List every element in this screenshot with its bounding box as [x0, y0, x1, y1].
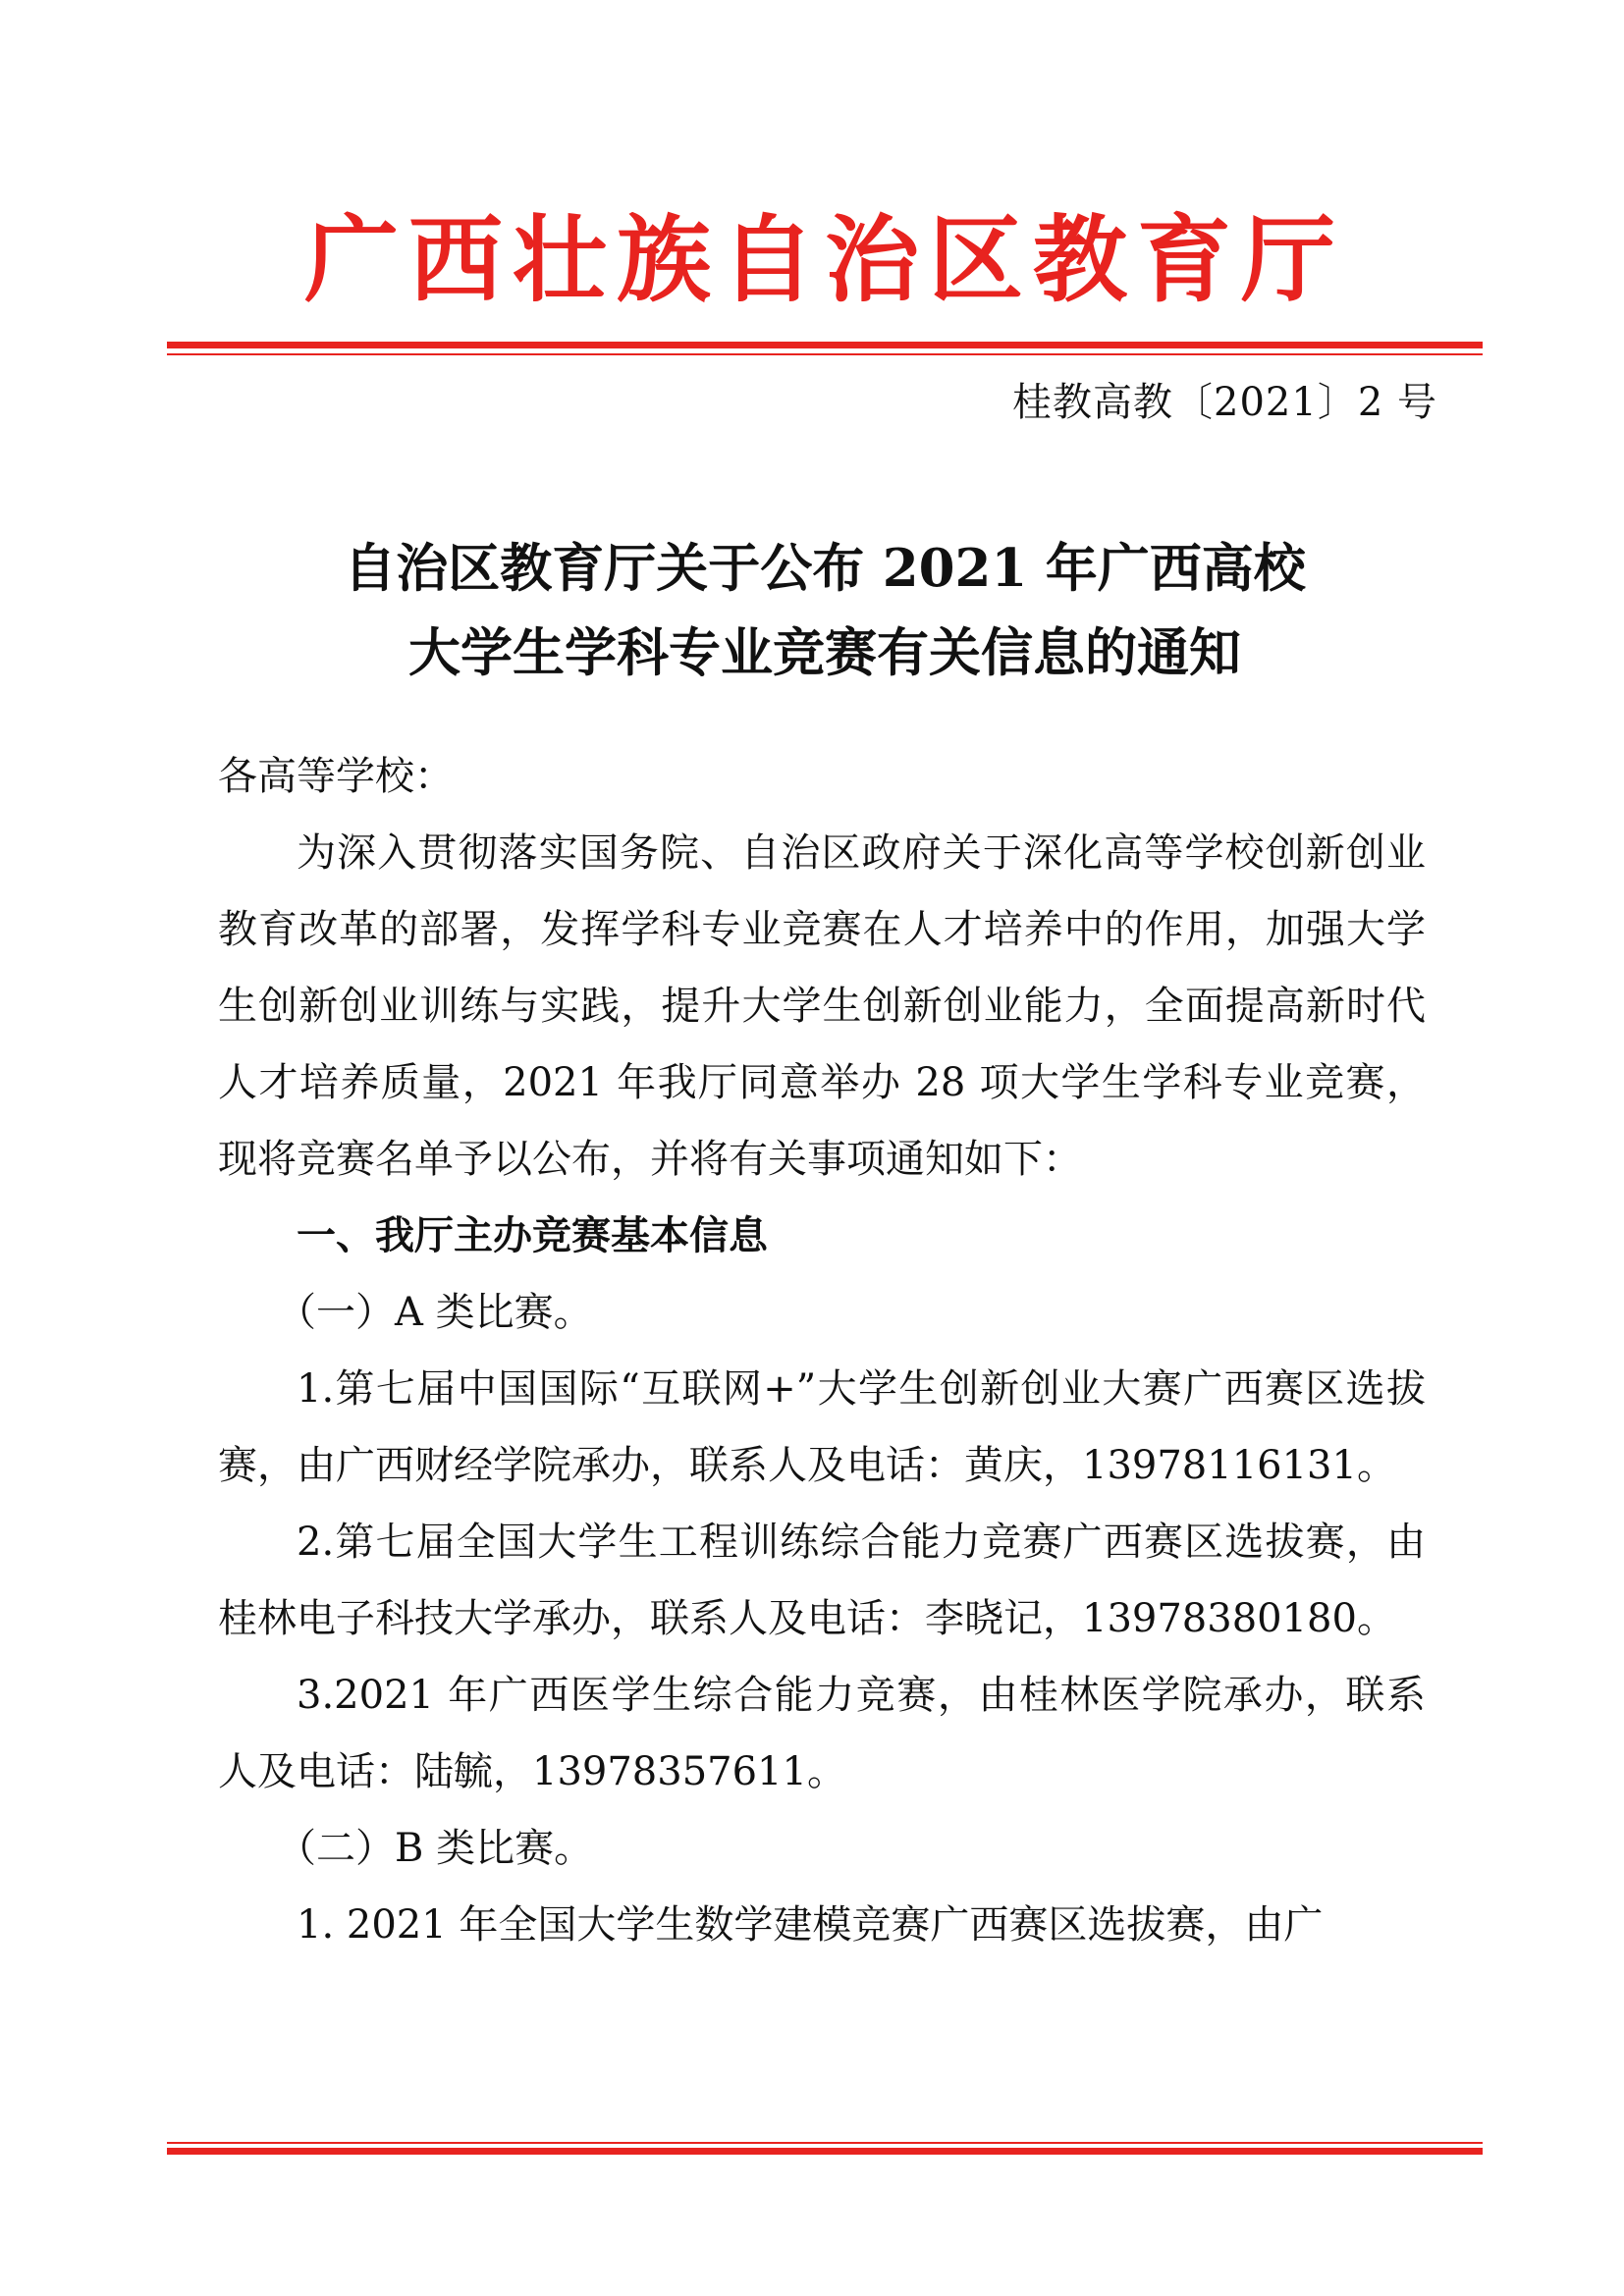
footer-rule-thin: [167, 2142, 1483, 2144]
class-a-item: 1.第七届中国国际“互联网+”大学生创新创业大赛广西赛区选拔赛，由广西财经学院承办，联系人及电话：黄庆，13978116131。: [218, 1366, 1426, 1488]
class-a-item: 2.第七届全国大学生工程训练综合能力竞赛广西赛区选拔赛，由桂林电子科技大学承办，联系人及电话：李晓记，13978380180。: [218, 1520, 1426, 1641]
document-title-line-2: 大学生学科专业竞赛有关信息的通知: [408, 622, 1241, 683]
class-b-heading: （二）B 类比赛。: [277, 1826, 594, 1871]
intro-paragraph: 为深入贯彻落实国务院、自治区政府关于深化高等学校创新创业教育改革的部署，发挥学科专业竞赛在人才培养中的作用，加强大学生创新创业训练与实践，提升大学生创新创业能力，全面提高新时代人才培养质量，2021 年我厅同意举办 28 项大学生学科专业竞赛，现将竞赛名单予以公布，并将有关事项通知如下：: [218, 830, 1426, 1182]
salutation: 各高等学校：: [218, 754, 454, 799]
document-title-line-1: 自治区教育厅关于公布 2021 年广西高校: [344, 538, 1306, 599]
footer-rule-thick: [167, 2148, 1483, 2155]
class-b-item: 1. 2021 年全国大学生数学建模竞赛广西赛区选拔赛，由广: [297, 1902, 1324, 1948]
letterhead-rule-thin: [167, 353, 1483, 355]
document-number: 桂教高教〔2021〕2 号: [1012, 380, 1437, 425]
letterhead-rule-thick: [167, 342, 1483, 348]
section-heading: 一、我厅主办竞赛基本信息: [297, 1213, 768, 1258]
letterhead-title: 广西壮族自治区教育厅: [304, 204, 1345, 315]
document-title: [167, 526, 1483, 695]
class-a-heading: （一）A 类比赛。: [277, 1290, 593, 1335]
class-a-item: 3.2021 年广西医学生综合能力竞赛，由桂林医学院承办，联系人及电话：陆毓，13978357611。: [218, 1673, 1426, 1794]
document-body: [218, 738, 1426, 1963]
